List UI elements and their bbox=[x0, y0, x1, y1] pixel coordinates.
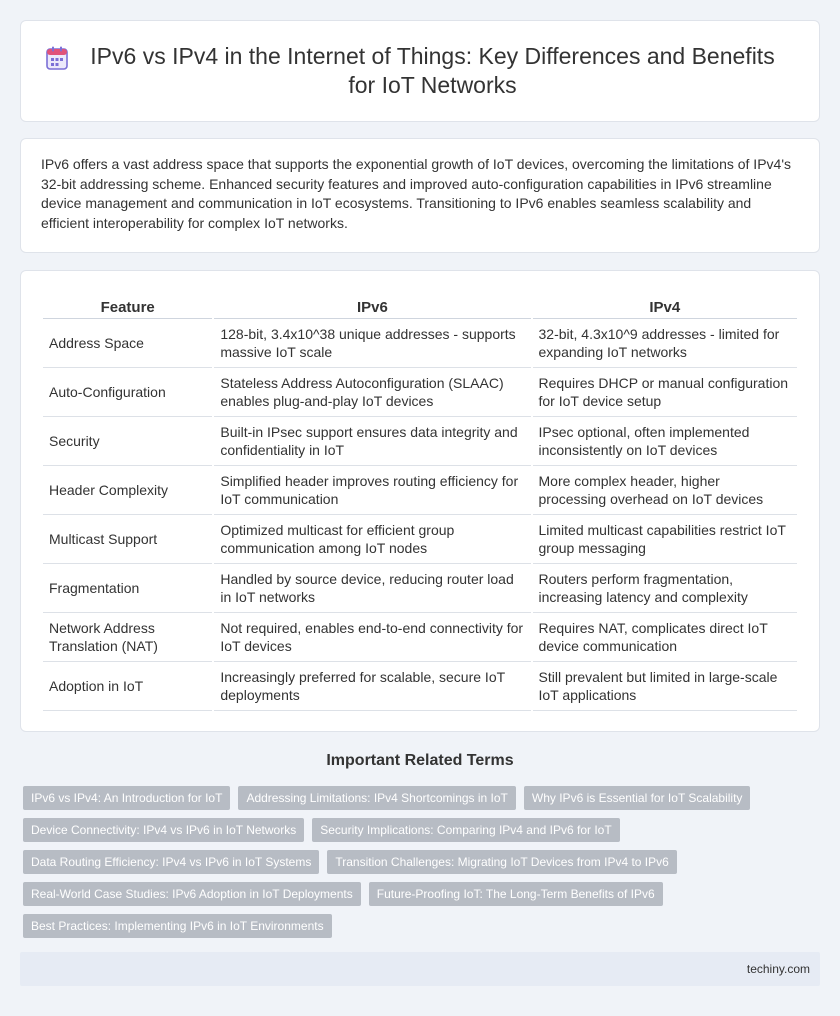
ipv4-cell: Limited multicast capabilities restrict IoT group messaging bbox=[533, 515, 798, 564]
related-term-link[interactable]: Transition Challenges: Migrating IoT Devices from IPv4 to IPv6 bbox=[327, 850, 676, 874]
table-row bbox=[43, 417, 797, 466]
calendar-icon bbox=[46, 46, 68, 70]
related-term-link[interactable]: Data Routing Efficiency: IPv4 vs IPv6 in IoT Systems bbox=[23, 850, 319, 874]
related-terms-title: Important Related Terms bbox=[326, 752, 514, 769]
ipv6-cell: Simplified header improves routing efficiency for IoT communication bbox=[214, 466, 530, 515]
header-ipv4: IPv4 bbox=[533, 293, 798, 319]
footer-site-name[interactable]: techiny.com bbox=[746, 962, 810, 976]
page-title: IPv6 vs IPv4 in the Internet of Things: Key Differences and Benefits for IoT Networks bbox=[90, 43, 775, 98]
ipv6-cell: Not required, enables end-to-end connectivity for IoT devices bbox=[214, 613, 530, 662]
table-row bbox=[43, 368, 797, 417]
ipv4-cell: More complex header, higher processing overhead on IoT devices bbox=[533, 466, 798, 515]
table-row bbox=[43, 564, 797, 613]
ipv6-cell: Built-in IPsec support ensures data integrity and confidentiality in IoT bbox=[214, 417, 530, 466]
footer bbox=[20, 952, 820, 986]
related-term-link[interactable]: Best Practices: Implementing IPv6 in IoT Environments bbox=[23, 914, 332, 938]
comparison-table-card bbox=[20, 270, 820, 732]
intro-paragraph: IPv6 offers a vast address space that supports the exponential growth of IoT devices, overcoming the limitations of IPv4's 32-bit addressing scheme. Enhanced security features and improved auto-configuration capabilities in IPv6 streamline device management and communication in IoT ecosystems. Transitioning to IPv6 enables seamless scalability and efficient interoperability for complex IoT networks. bbox=[41, 156, 791, 231]
comparison-table bbox=[41, 293, 799, 711]
feature-cell: Network Address Translation (NAT) bbox=[43, 613, 212, 662]
feature-cell: Adoption in IoT bbox=[43, 662, 212, 711]
table-header-row bbox=[43, 293, 797, 319]
related-term-link[interactable]: Why IPv6 is Essential for IoT Scalability bbox=[524, 786, 751, 810]
feature-cell: Multicast Support bbox=[43, 515, 212, 564]
related-term-link[interactable]: Addressing Limitations: IPv4 Shortcomings in IoT bbox=[238, 786, 515, 810]
ipv4-cell: Requires NAT, complicates direct IoT device communication bbox=[533, 613, 798, 662]
related-term-link[interactable]: Device Connectivity: IPv4 vs IPv6 in IoT Networks bbox=[23, 818, 304, 842]
intro-card bbox=[20, 138, 820, 253]
ipv6-cell: 128-bit, 3.4x10^38 unique addresses - supports massive IoT scale bbox=[214, 319, 530, 368]
ipv6-cell: Increasingly preferred for scalable, secure IoT deployments bbox=[214, 662, 530, 711]
feature-cell: Address Space bbox=[43, 319, 212, 368]
ipv6-cell: Optimized multicast for efficient group communication among IoT nodes bbox=[214, 515, 530, 564]
feature-cell: Security bbox=[43, 417, 212, 466]
feature-cell: Header Complexity bbox=[43, 466, 212, 515]
table-row bbox=[43, 466, 797, 515]
related-term-link[interactable]: Real-World Case Studies: IPv6 Adoption in IoT Deployments bbox=[23, 882, 361, 906]
table-row bbox=[43, 613, 797, 662]
header-ipv6: IPv6 bbox=[214, 293, 530, 319]
related-term-link[interactable]: Security Implications: Comparing IPv4 and IPv6 for IoT bbox=[312, 818, 619, 842]
related-term-link[interactable]: IPv6 vs IPv4: An Introduction for IoT bbox=[23, 786, 230, 810]
feature-cell: Auto-Configuration bbox=[43, 368, 212, 417]
ipv4-cell: Routers perform fragmentation, increasing latency and complexity bbox=[533, 564, 798, 613]
table-row bbox=[43, 662, 797, 711]
related-terms-list bbox=[23, 786, 823, 938]
ipv4-cell: Still prevalent but limited in large-scale IoT applications bbox=[533, 662, 798, 711]
ipv4-cell: Requires DHCP or manual configuration for IoT device setup bbox=[533, 368, 798, 417]
table-row bbox=[43, 319, 797, 368]
ipv4-cell: IPsec optional, often implemented inconsistently on IoT devices bbox=[533, 417, 798, 466]
ipv4-cell: 32-bit, 4.3x10^9 addresses - limited for expanding IoT networks bbox=[533, 319, 798, 368]
header-feature: Feature bbox=[43, 293, 212, 319]
feature-cell: Fragmentation bbox=[43, 564, 212, 613]
table-row bbox=[43, 515, 797, 564]
ipv6-cell: Handled by source device, reducing router load in IoT networks bbox=[214, 564, 530, 613]
ipv6-cell: Stateless Address Autoconfiguration (SLAAC) enables plug-and-play IoT devices bbox=[214, 368, 530, 417]
related-term-link[interactable]: Future-Proofing IoT: The Long-Term Benefits of IPv6 bbox=[369, 882, 663, 906]
